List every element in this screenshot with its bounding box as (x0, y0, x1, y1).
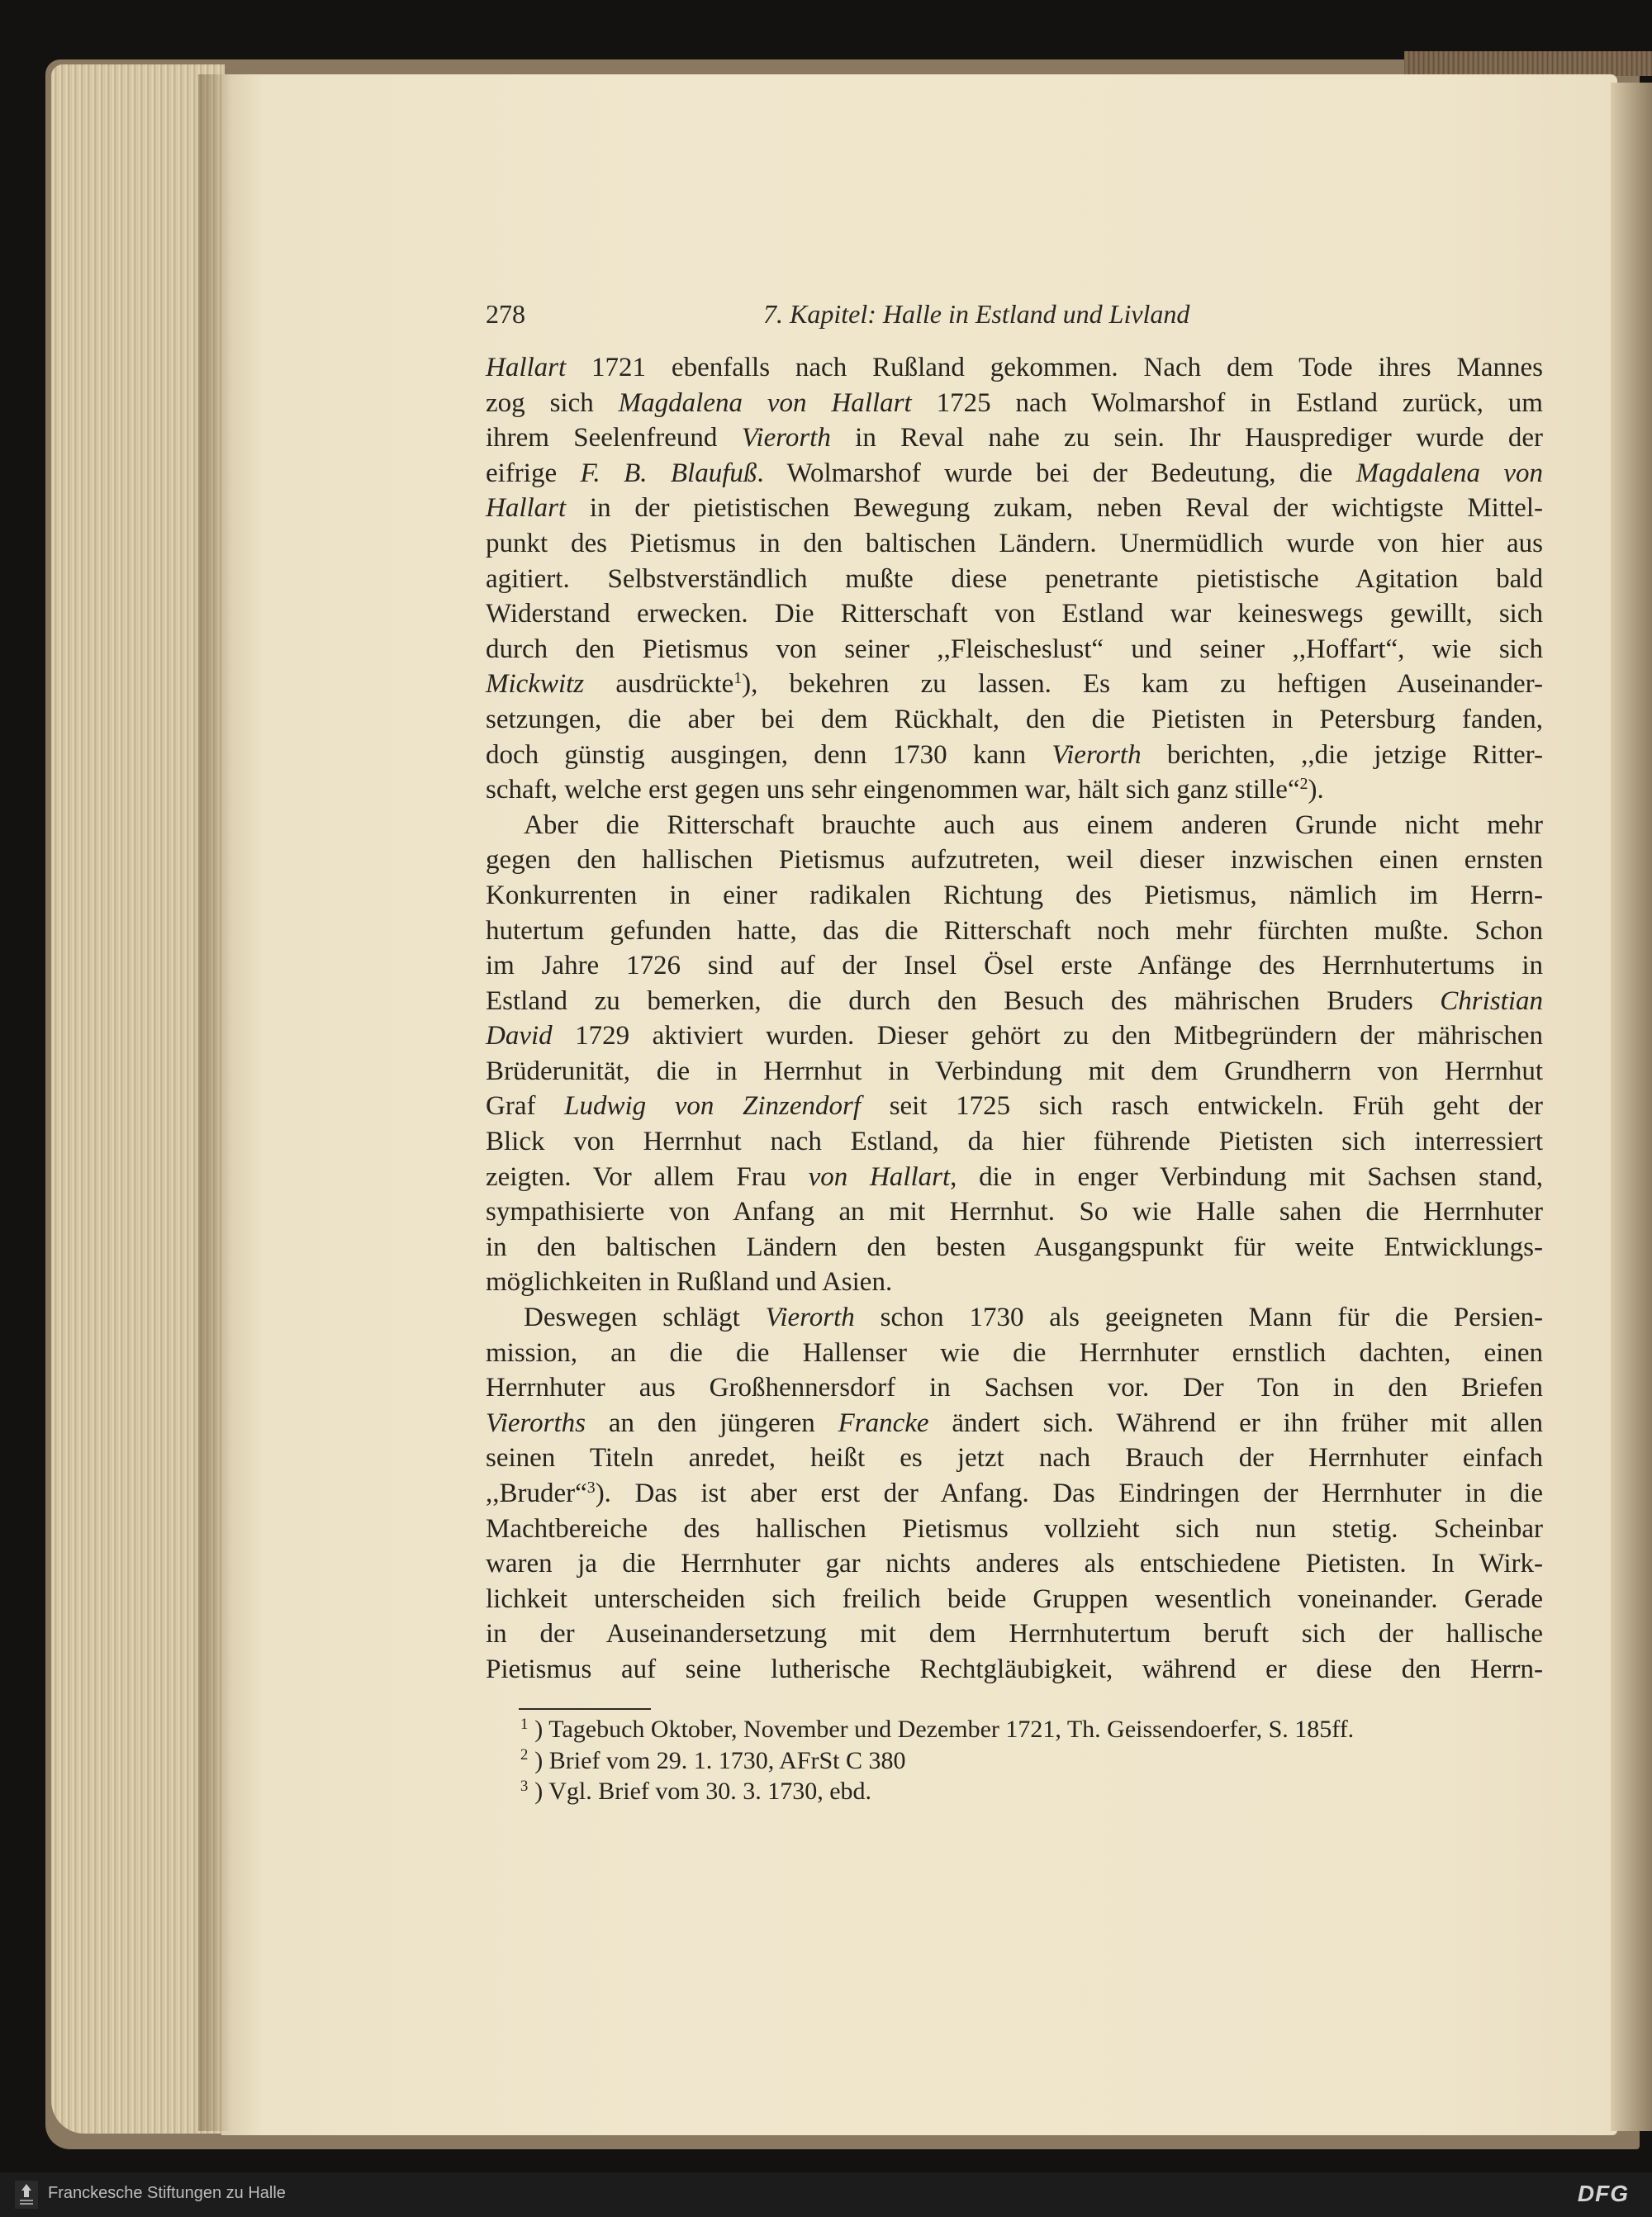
text-line: Graf Ludwig von Zinzendorf seit 1725 sich rasch entwickeln. Früh geht der (486, 1091, 1544, 1122)
text-line: in der Auseinandersetzung mit dem Herrnhutertum beruft sich der hallische (486, 1619, 1543, 1650)
institution-name: Franckesche Stiftungen zu Halle (48, 2184, 286, 2202)
text-line: Brüderunität, die in Herrnhut in Verbindung mit dem Grundherrn von Herrnhut (486, 1056, 1543, 1086)
footnote (520, 1745, 1553, 1777)
text-line: mission, an die die Hallenser wie die Herrnhuter ernstlich dachten, einen (486, 1337, 1543, 1368)
text-line: Pietismus auf seine lutherische Rechtgläubigkeit, während er diese den Herrn- (486, 1654, 1543, 1684)
text-line: Aber die Ritterschaft brauchte auch aus einem anderen Grunde nicht mehr (524, 809, 1543, 840)
text-line: ,,Bruder“$^3$). Das ist aber erst der Anfang. Das Eindringen der Herrnhuter in die (486, 1479, 1543, 1508)
text-line: Deswegen schlägt Vierorth schon 1730 als geeigneten Mann für die Persien- (524, 1303, 1543, 1333)
text-line: setzungen, die aber bei dem Rückhalt, den die Pietisten in Petersburg fanden, (486, 704, 1543, 734)
text-line: Herrnhuter aus Großhennersdorf in Sachsen vor. Der Ton in den Briefen (486, 1373, 1543, 1403)
text-line: doch günstig ausgingen, denn 1730 kann Vierorth berichten, ,,die jetzige Ritter- (486, 739, 1543, 770)
running-head (486, 299, 1312, 337)
text-line: zog sich Magdalena von Hallart 1725 nach Wolmarshof in Estland zurück, um (486, 387, 1543, 418)
text-line: Widerstand erwecken. Die Ritterschaft von Estland war keineswegs gewillt, sich (486, 599, 1543, 629)
text-line: zeigten. Vor allem Frau von Hallart, die in enger Verbindung mit Sachsen stand, (486, 1161, 1544, 1192)
text-line: lichkeit unterscheiden sich freilich beide Gruppen wesentlich voneinander. Gerade (486, 1583, 1543, 1614)
footnote-mark: 1 (520, 1715, 529, 1733)
text-line: Machtbereiche des hallischen Pietismus vollzieht sich nun stetig. Scheinbar (486, 1513, 1543, 1544)
text-line: in den baltischen Ländern den besten Ausgangspunkt für weite Entwicklungs- (486, 1232, 1543, 1262)
text-line: möglichkeiten in Rußland und Asien. (486, 1267, 893, 1298)
text-line: Konkurrenten in einer radikalen Richtung des Pietismus, nämlich im Herrn- (486, 880, 1543, 910)
footnote-text: ) Vgl. Brief vom 30. 3. 1730, ebd. (534, 1778, 872, 1805)
text-line: gegen den hallischen Pietismus aufzutreten, weil dieser inzwischen einen ernsten (486, 845, 1543, 876)
text-line: Hallart in der pietistischen Bewegung zukam, neben Reval der wichtigste Mittel- (486, 493, 1543, 524)
footnote-rule (519, 1708, 651, 1710)
text-line: Vierorths an den jüngeren Francke ändert sich. Während er ihn früher mit allen (486, 1408, 1544, 1438)
text-line: Estland zu bemerken, die durch den Besuch des mährischen Bruders Christian (486, 985, 1543, 1016)
footnote-text: ) Brief vom 29. 1. 1730, AFrSt C 380 (534, 1746, 906, 1774)
text-line: hutertum gefunden hatte, das die Ritterschaft noch mehr fürchten mußte. Schon (486, 915, 1543, 946)
page-number: 278 (486, 299, 525, 329)
footnote-mark: 3 (520, 1777, 529, 1795)
text-line: Hallart 1721 ebenfalls nach Rußland gekommen. Nach dem Tode ihres Mannes (486, 353, 1543, 382)
footer-bar (0, 2172, 1652, 2217)
text-line: schaft, welche erst gegen uns sehr eingenommen war, hält sich ganz stille“$^2$). (486, 775, 1324, 805)
text-line: durch den Pietismus von seiner ,,Fleischeslust“ und seiner ,,Hoffart“, wie sich (486, 634, 1543, 664)
text-line: punkt des Pietismus in den baltischen Ländern. Unermüdlich wurde von hier aus (486, 528, 1543, 558)
dfg-logo: DFG (1577, 2181, 1629, 2206)
text-line: David 1729 aktiviert wurden. Dieser gehört zu den Mitbegründern der mährischen (486, 1021, 1543, 1052)
chapter-title: 7. Kapitel: Halle in Estland und Livland (763, 299, 1190, 329)
text-line: im Jahre 1726 sind auf der Insel Ösel erste Anfänge des Herrnhutertums in (486, 951, 1543, 981)
footnote (520, 1714, 1553, 1745)
text-line: Blick von Herrnhut nach Estland, da hier führende Pietisten sich interressiert (486, 1127, 1543, 1157)
text-line: waren ja die Herrnhuter gar nichts anderes als entschiedene Pietisten. In Wirk- (486, 1549, 1543, 1579)
text-line: seinen Titeln anredet, heißt es jetzt nach Brauch der Herrnhuter einfach (486, 1443, 1543, 1474)
text-line: Mickwitz ausdrückte$^1$), bekehren zu lassen. Es kam zu heftigen Auseinander- (486, 669, 1543, 700)
body-text (486, 350, 1543, 1688)
text-line: eifrige F. B. Blaufuß. Wolmarshof wurde bei der Bedeutung, die Magdalena von (486, 458, 1544, 488)
cloth-binding (1404, 51, 1652, 76)
footnotes (520, 1714, 1553, 1807)
text-line: ihrem Seelenfreund Vierorth in Reval nahe zu sein. Ihr Hausprediger wurde der (486, 423, 1543, 453)
footnote (520, 1776, 1553, 1807)
gutter-shadow (198, 74, 231, 2131)
page-right-edge (1611, 83, 1652, 2131)
text-line: agitiert. Selbstverständlich mußte diese penetrante pietistische Agitation bald (486, 563, 1543, 594)
text-line: sympathisierte von Anfang an mit Herrnhut. So wie Halle sahen die Herrnhuter (486, 1197, 1543, 1227)
footnote-mark: 2 (520, 1746, 529, 1764)
footnote-text: ) Tagebuch Oktober, November und Dezember 1721, Th. Geissendoerfer, S. 185ff. (534, 1716, 1355, 1743)
francke-foundation-logo-icon (15, 2181, 38, 2209)
